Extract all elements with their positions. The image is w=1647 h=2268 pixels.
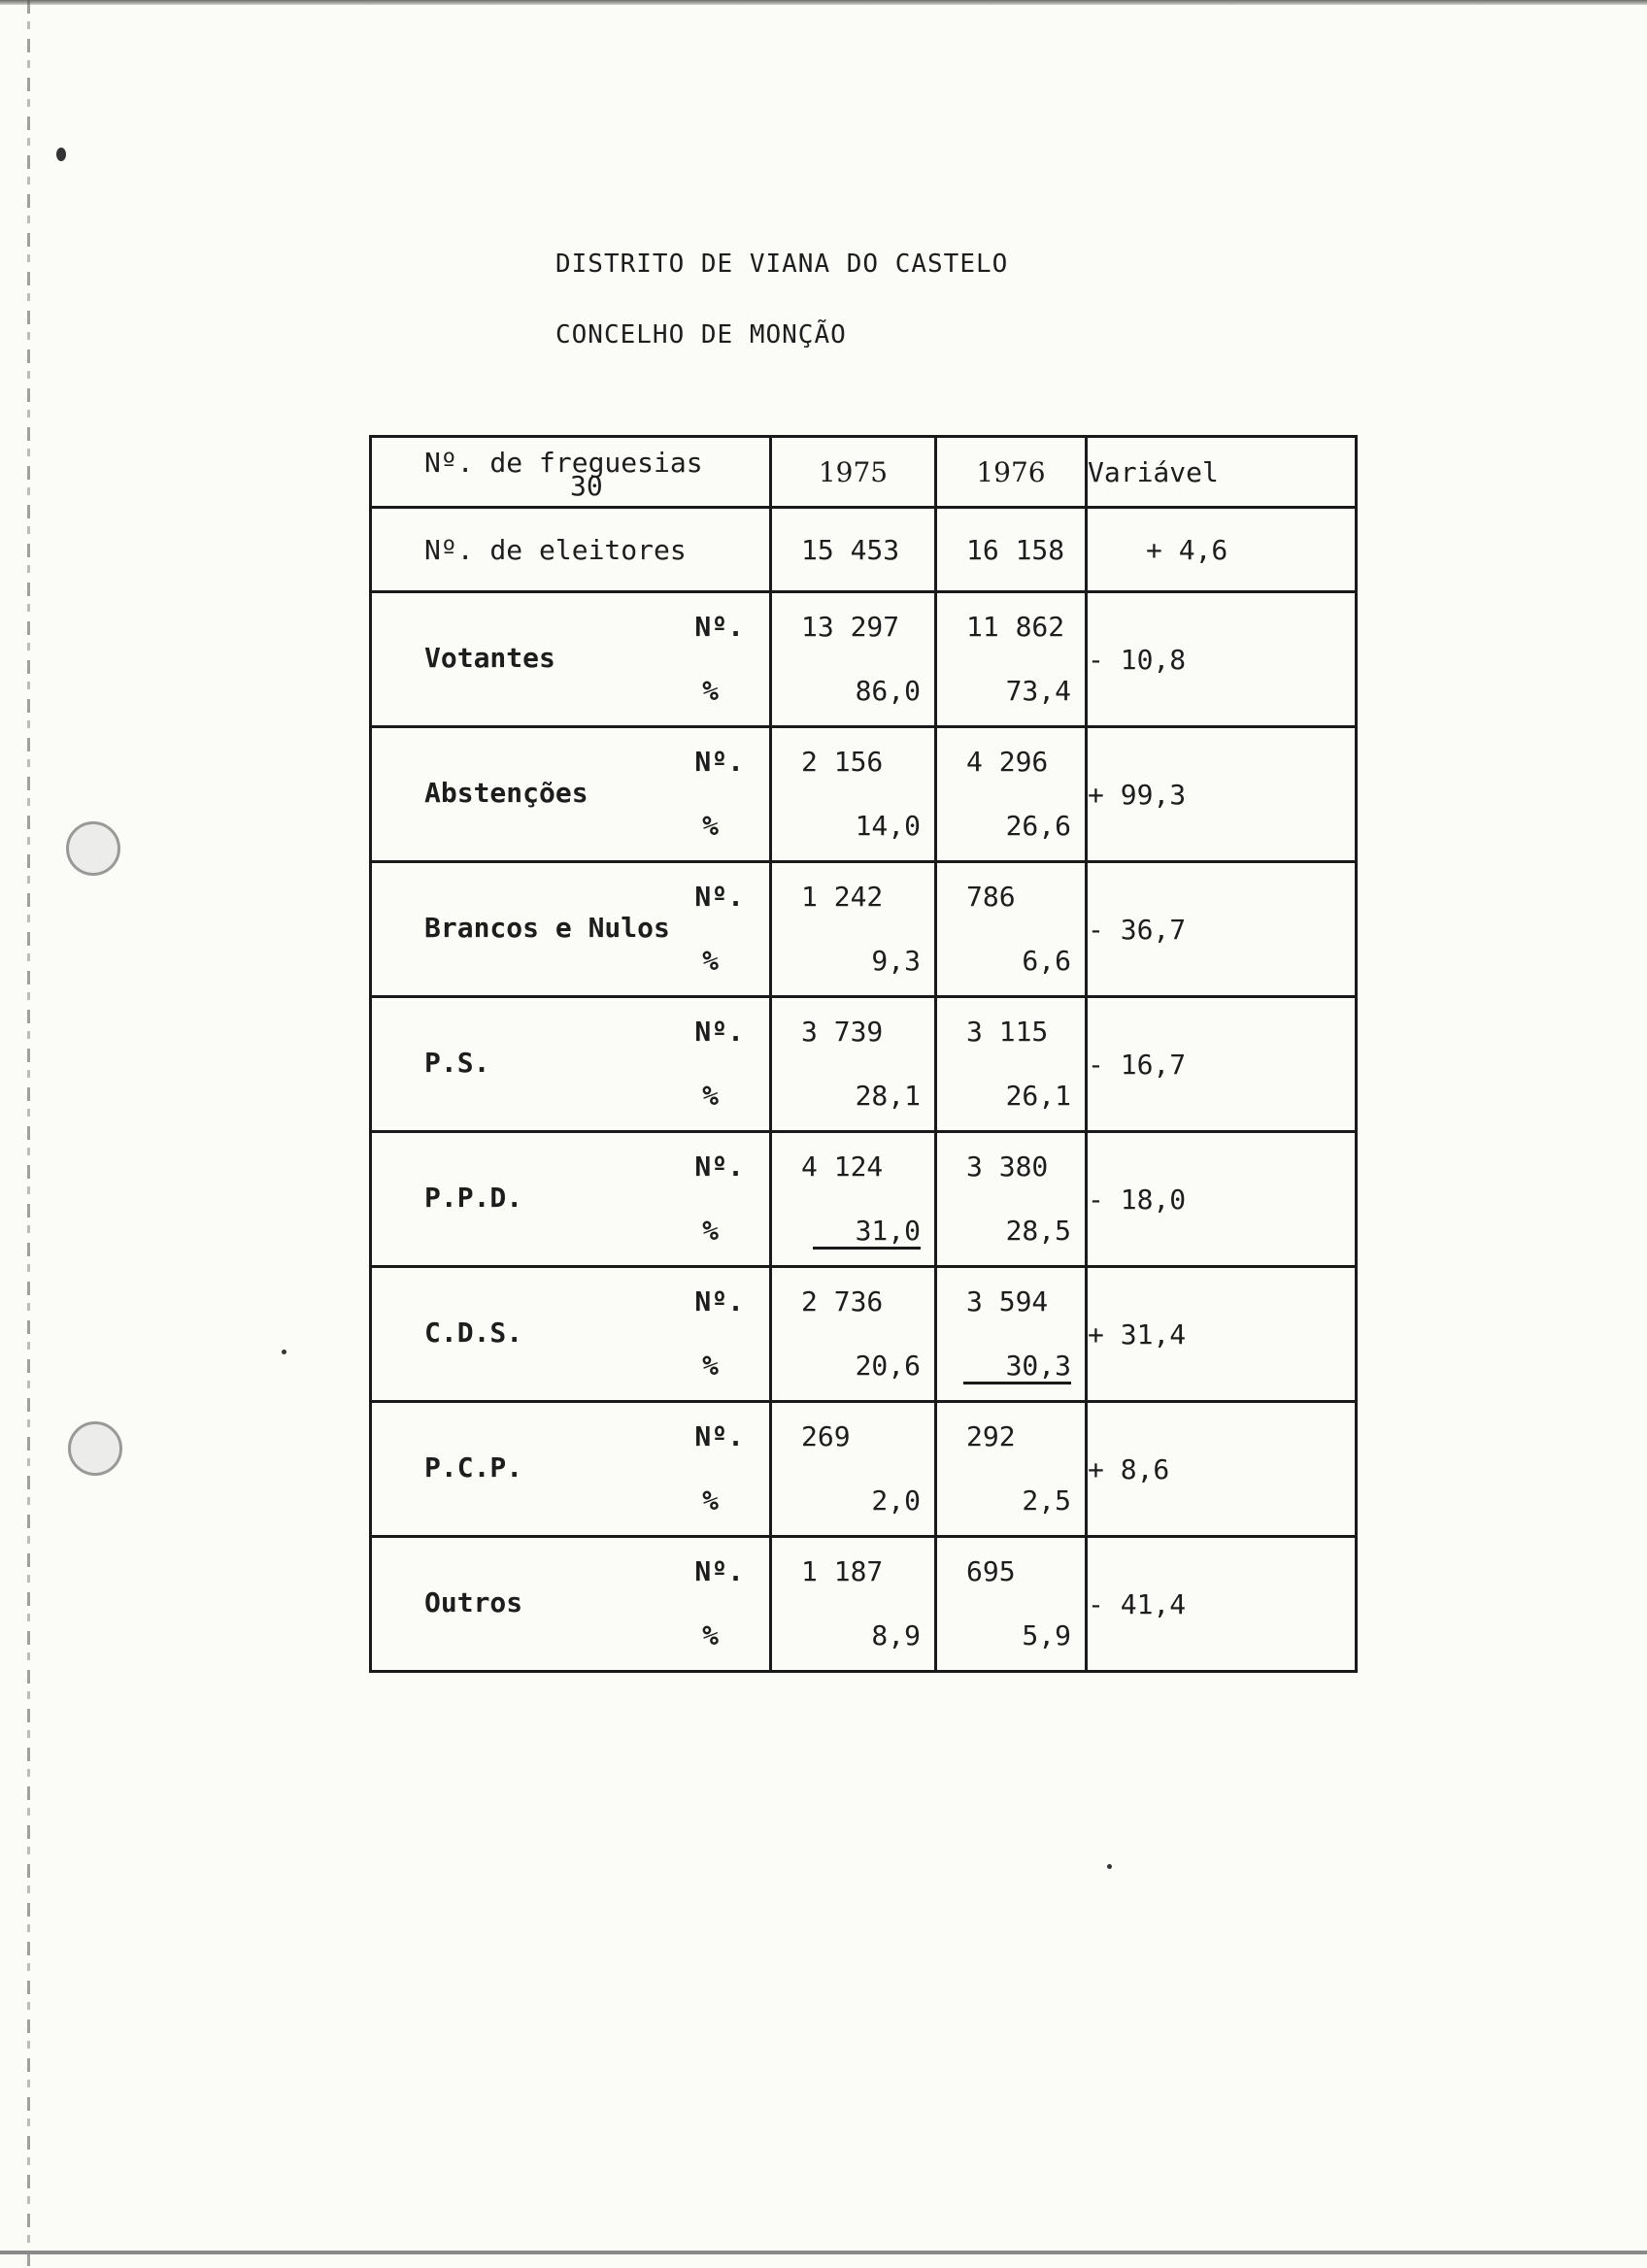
count-1975: 3 739 bbox=[801, 1016, 884, 1048]
table-row bbox=[371, 862, 1357, 997]
electors-1975: 15 453 bbox=[771, 508, 936, 592]
row-variation: - 18,0 bbox=[1087, 1132, 1357, 1267]
row-name: P.P.D. bbox=[424, 1182, 523, 1214]
electors-variation: + 4,6 bbox=[1087, 508, 1357, 592]
row-variation: + 31,4 bbox=[1087, 1267, 1357, 1402]
percent-1976: 2,5 bbox=[1022, 1484, 1071, 1517]
count-1976: 4 296 bbox=[966, 746, 1049, 778]
table-row bbox=[371, 727, 1357, 862]
table-row bbox=[371, 592, 1357, 727]
row-pct-label: % bbox=[702, 810, 719, 842]
row-name: C.D.S. bbox=[424, 1317, 523, 1349]
header-year-1976: 1976 bbox=[936, 437, 1087, 508]
header-sublabel: 30 bbox=[570, 470, 603, 502]
row-name: Abstenções bbox=[424, 777, 588, 809]
percent-1976: 28,5 bbox=[1005, 1215, 1071, 1247]
row-variation: - 16,7 bbox=[1087, 997, 1357, 1132]
percent-1976: 26,1 bbox=[1005, 1080, 1071, 1112]
header-label-cell bbox=[371, 437, 771, 508]
row-pct-label: % bbox=[702, 1619, 719, 1651]
count-1976: 786 bbox=[966, 881, 1016, 913]
count-1976: 695 bbox=[966, 1555, 1016, 1587]
table-row bbox=[371, 1132, 1357, 1267]
percent-1976: 5,9 bbox=[1022, 1619, 1071, 1651]
row-name: Outros bbox=[424, 1586, 523, 1618]
percent-1975: 86,0 bbox=[855, 675, 921, 707]
page-top-edge bbox=[0, 0, 1647, 5]
count-1975: 1 242 bbox=[801, 881, 884, 913]
electors-row bbox=[371, 508, 1357, 592]
row-name: P.C.P. bbox=[424, 1451, 523, 1484]
page-left-edge bbox=[27, 0, 30, 2268]
count-1976: 11 862 bbox=[966, 611, 1065, 643]
row-pct-label: % bbox=[702, 675, 719, 707]
count-1975: 2 156 bbox=[801, 746, 884, 778]
count-1975: 269 bbox=[801, 1420, 851, 1452]
ink-speck bbox=[1107, 1864, 1112, 1869]
count-1975: 1 187 bbox=[801, 1555, 884, 1587]
row-pct-label: % bbox=[702, 1080, 719, 1112]
header-row bbox=[371, 437, 1357, 508]
row-pct-label: % bbox=[702, 1484, 719, 1517]
row-variation: - 36,7 bbox=[1087, 862, 1357, 997]
percent-1976: 6,6 bbox=[1022, 945, 1071, 977]
ink-speck bbox=[56, 148, 66, 161]
percent-1975: 20,6 bbox=[855, 1350, 921, 1382]
row-variation: + 99,3 bbox=[1087, 727, 1357, 862]
count-1975: 2 736 bbox=[801, 1285, 884, 1317]
punch-hole-bottom bbox=[68, 1421, 122, 1476]
table-row bbox=[371, 1267, 1357, 1402]
row-pct-label: % bbox=[702, 945, 719, 977]
table-row bbox=[371, 997, 1357, 1132]
row-no-label: Nº. bbox=[694, 1285, 744, 1317]
percent-1975: 8,9 bbox=[871, 1619, 921, 1651]
header-variation: Variável bbox=[1087, 437, 1357, 508]
count-1975: 4 124 bbox=[801, 1151, 884, 1183]
header-year-1975: 1975 bbox=[771, 437, 936, 508]
percent-1976: 26,6 bbox=[1005, 810, 1071, 842]
percent-1975: 9,3 bbox=[871, 945, 921, 977]
page-bottom-edge bbox=[0, 2251, 1647, 2254]
percent-1976: 30,3 bbox=[963, 1350, 1071, 1384]
row-variation: + 8,6 bbox=[1087, 1402, 1357, 1537]
row-variation: - 10,8 bbox=[1087, 592, 1357, 727]
row-pct-label: % bbox=[702, 1350, 719, 1382]
percent-1976: 73,4 bbox=[1005, 675, 1071, 707]
row-pct-label: % bbox=[702, 1215, 719, 1247]
electors-1976: 16 158 bbox=[936, 508, 1087, 592]
table-row bbox=[371, 1402, 1357, 1537]
row-no-label: Nº. bbox=[694, 881, 744, 913]
row-no-label: Nº. bbox=[694, 1420, 744, 1452]
count-1976: 3 380 bbox=[966, 1151, 1049, 1183]
row-name: P.S. bbox=[424, 1047, 490, 1079]
election-table bbox=[369, 435, 1358, 1673]
percent-1975: 28,1 bbox=[855, 1080, 921, 1112]
percent-1975: 2,0 bbox=[871, 1484, 921, 1517]
page-subtitle: CONCELHO DE MONÇÃO bbox=[555, 320, 847, 350]
electors-label: Nº. de eleitores bbox=[371, 508, 771, 592]
ink-speck bbox=[282, 1350, 286, 1354]
row-variation: - 41,4 bbox=[1087, 1537, 1357, 1672]
row-no-label: Nº. bbox=[694, 1555, 744, 1587]
row-no-label: Nº. bbox=[694, 746, 744, 778]
count-1976: 292 bbox=[966, 1420, 1016, 1452]
row-name: Brancos e Nulos bbox=[424, 912, 670, 944]
punch-hole-top bbox=[66, 821, 120, 876]
row-name: Votantes bbox=[424, 642, 555, 674]
percent-1975: 31,0 bbox=[813, 1215, 921, 1250]
header-label: Nº. de freguesias bbox=[424, 447, 703, 479]
row-no-label: Nº. bbox=[694, 1016, 744, 1048]
count-1976: 3 115 bbox=[966, 1016, 1049, 1048]
page-title: DISTRITO DE VIANA DO CASTELO bbox=[555, 250, 1009, 279]
percent-1975: 14,0 bbox=[855, 810, 921, 842]
table-row bbox=[371, 1537, 1357, 1672]
row-no-label: Nº. bbox=[694, 611, 744, 643]
row-no-label: Nº. bbox=[694, 1151, 744, 1183]
count-1975: 13 297 bbox=[801, 611, 900, 643]
count-1976: 3 594 bbox=[966, 1285, 1049, 1317]
